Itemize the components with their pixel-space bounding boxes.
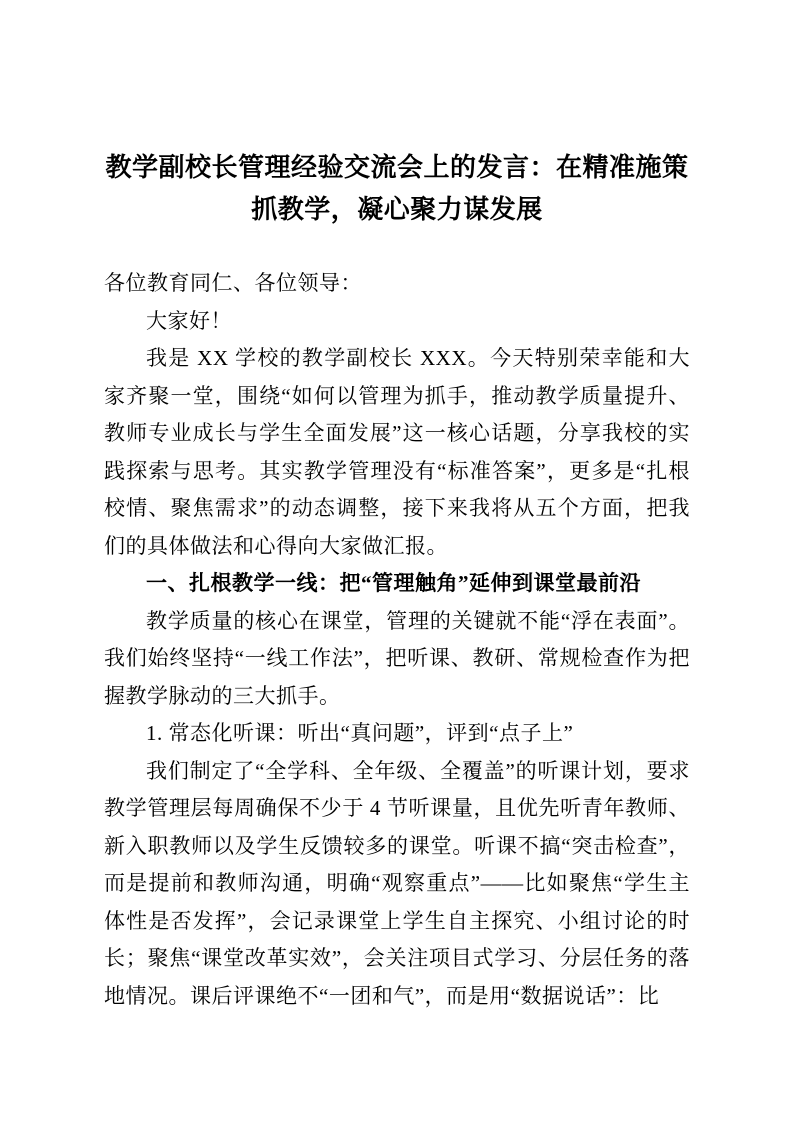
- paragraph: 教学质量的核心在课堂，管理的关键就不能“浮在表面”。我们始终坚持“一线工作法”，把听课、教研、常规检查作为把握教学脉动的三大抓手。: [104, 608, 690, 708]
- paragraph: 大家好！: [146, 308, 232, 333]
- paragraph: 我是 XX 学校的教学副校长 XXX。今天特别荣幸能和大家齐聚一堂，围绕“如何以管理为抓手，推动教学质量提升、教师专业成长与学生全面发展”这一核心话题，分享我校的实践探索与思考。其实教学管理没有“标准答案”，更多是“扎根校情、聚焦需求”的动态调整，接下来我将从五个方面，把我们的具体做法和心得向大家做汇报。: [104, 346, 690, 558]
- document-title: 教学副校长管理经验交流会上的发言：在精准施策抓教学，凝心聚力谋发展: [105, 153, 689, 224]
- document-body: [104, 265, 690, 1015]
- paragraph: 各位教育同仁、各位领导：: [104, 271, 362, 295]
- section-heading: 一、扎根教学一线：把“管理触角”延伸到课堂最前沿: [146, 571, 641, 595]
- paragraph: 1. 常态化听课：听出“真问题”，评到“点子上”: [146, 721, 574, 745]
- paragraph: 我们制定了“全学科、全年级、全覆盖”的听课计划，要求教学管理层每周确保不少于 4 节听课量，且优先听青年教师、新入职教师以及学生反馈较多的课堂。听课不搞“突击检查”，而是提前和教师沟通，明确“观察重点”——比如聚焦“学生主体性是否发挥”，会记录课堂上学生自主探究、小组讨论的时长；聚焦“课堂改革实效”，会关注项目式学习、分层任务的落地情况。课后评课绝不“一团和气”，而是用“数据说话”：比: [104, 758, 690, 1008]
